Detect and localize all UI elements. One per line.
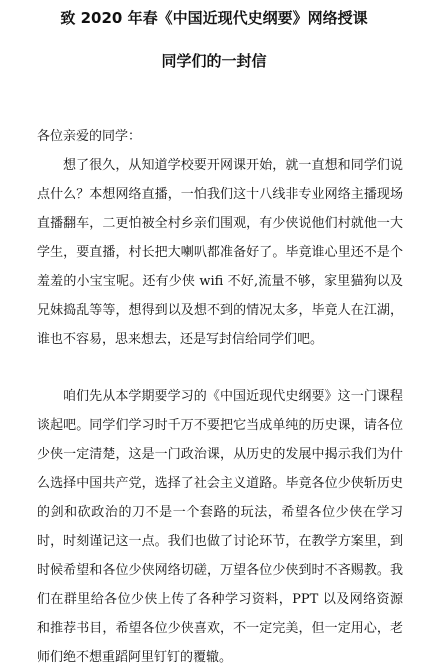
letter-title-line1: 致 2020 年春《中国近现代史纲要》网络授课 xyxy=(60,9,368,27)
letter-paragraph-2: 咱们先从本学期要学习的《中国近现代史纲要》这一门课程谈起吧。同学们学习时千万不要把它当成单纯的历史课，请各位少侠一定清楚，这是一门政治课，从历史的发展中揭示我们为什么选择中国共产党，选择了社会主义道路。毕竟各位少侠斩历史的剑和砍政治的刀不是一个套路的玩法，希望各位少侠在学习时，时刻谨记这一点。我们也做了讨论环节，在教学方案里，到时候希望和各位少侠网络切磋，万望各位少侠到时不吝赐教。我们在群里给各位少侠上传了各种学习资料，PPT 以及网络资源和推荐书目，希望各位少侠喜欢，不一定完美，但一定用心，老师们绝不想重蹈阿里钉钉的覆辙。 xyxy=(37,389,403,665)
letter-paragraph-1: 想了很久，从知道学校要开网课开始，就一直想和同学们说点什么？本想网络直播，一怕我们这十八线非专业网络主播现场直播翻车，二更怕被全村乡亲们围观，有少侠说他们村就他一大学生，要直播，村长把大喇叭都准备好了。毕竟谁心里还不是个羞羞的小宝宝呢。还有少侠 wifi 不好,流量不够，家里猫狗以及兄妹捣乱等等，想得到以及想不到的情况太多，毕竟人在江湖，谁也不容易，思来想去，还是写封信给同学们吧。 xyxy=(37,158,403,347)
letter-salutation: 各位亲爱的同学： xyxy=(37,129,142,144)
letter-title-line2: 同学们的一封信 xyxy=(161,52,267,70)
